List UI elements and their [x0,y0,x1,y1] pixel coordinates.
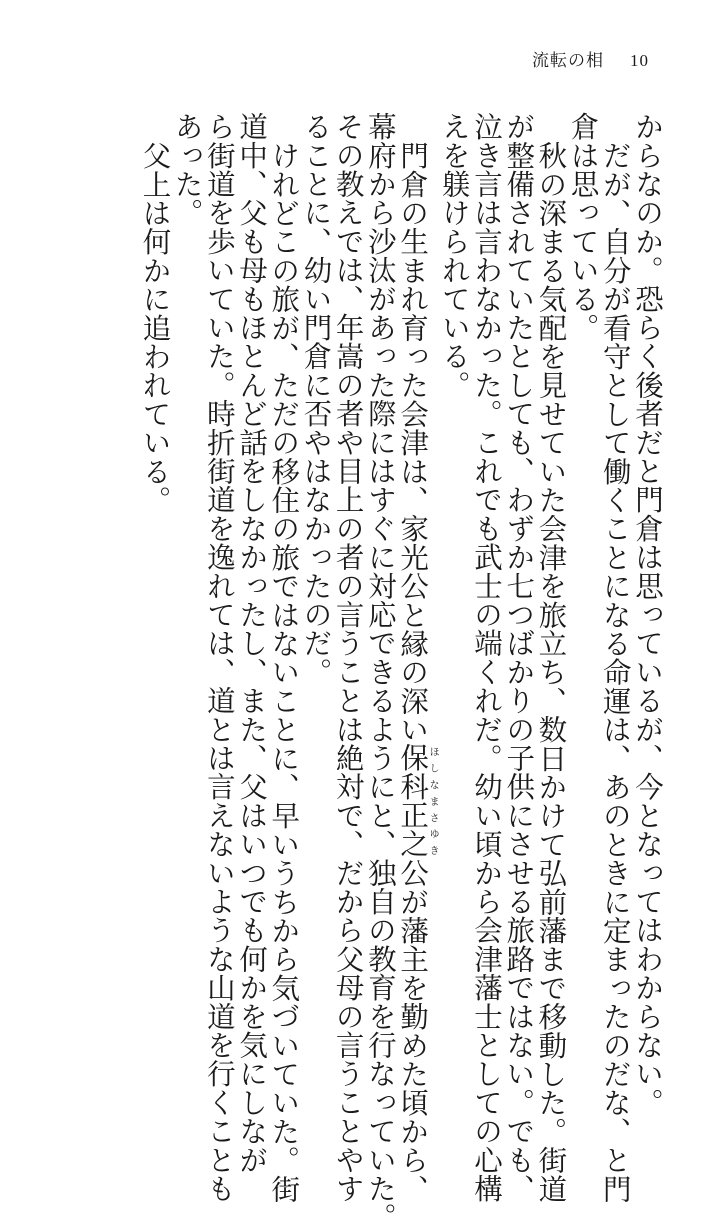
text-line: その教えでは、年嵩の者や目上の者の言うことは絶対で、だから父母の言うことやす [331,112,365,1203]
text-line: えを躾けられている。 [437,112,471,399]
text-line: 泣き言は言わなかった。これでも武士の端くれだ。幼い頃から会津藩士としての心構 [469,112,503,1203]
text-line: ることに、幼い門倉に否やはなかったのだ。 [299,112,333,686]
text-line: 幕府から沙汰があった際にはすぐに対応できるようにと、独自の教育を行なっていた。 [363,112,397,1231]
text-line: からなのか。恐らく後者だと門倉は思っているが、今となってはわからない。 [631,112,664,1117]
running-head [532,46,649,71]
text-line: けれどこの旅が、ただの移住の旅ではないことに、早いうちから気づいていた。街 [267,140,301,1203]
text-line: だが、自分が看守として働くことになる命運は、あのときに定まったのだな、と門 [598,140,632,1203]
text-segment: 公が藩主を勤めた頃から、 [396,858,430,1203]
text-line: 父上は何かに追われている。 [138,140,172,514]
text-line: ら街道を歩いていた。時折街道を逸れては、道とは言えないような山道を行くことも [202,112,236,1203]
vertical-body-text [138,112,664,1231]
text-line: あった。 [170,112,204,227]
chapter-title: 流転の相 [532,51,604,71]
text-line: 道中、父も母もほとんど話をしなかったし、また、父はいつでも何かを気にしなが [235,112,269,1174]
ruby-annotation [396,743,439,859]
text-line: が整備されていたとしても、わずか七つばかりの子供にさせる旅路ではない。でも、 [502,112,536,1203]
text-line-with-ruby [396,112,439,1203]
text-line: 秋の深まる気配を見せていた会津を旅立ち、数日かけて弘前藩まで移動した。街道 [534,140,568,1203]
text-segment: 門倉の生まれ育った会津は、家光公と縁の深い [396,140,430,744]
ruby-base: 保科正之 [396,743,430,859]
text-line: 倉は思っている。 [566,112,600,342]
ruby-reading: ほしなまさゆき [427,743,439,858]
page-number: 10 [630,51,649,70]
